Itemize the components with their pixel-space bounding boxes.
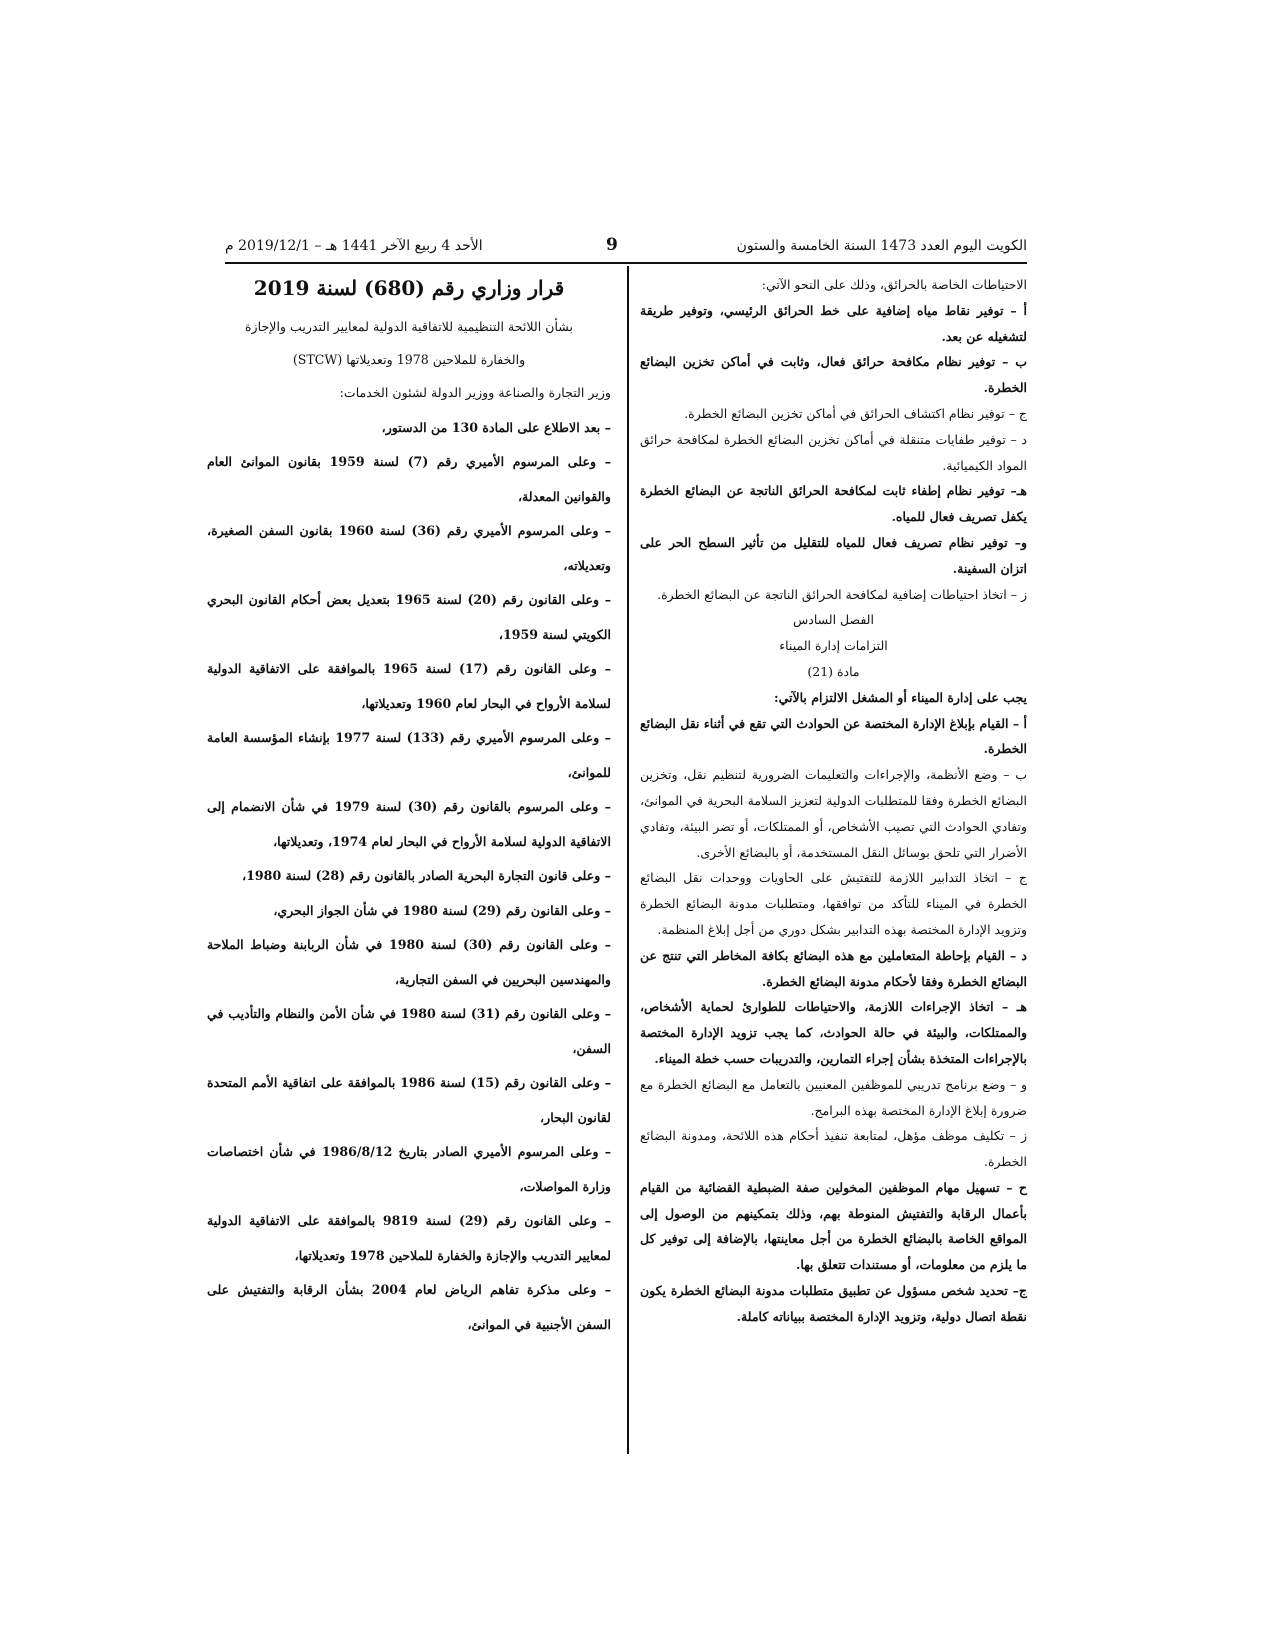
decree-subtitle: بشأن اللائحة التنظيمية للاتفاقية الدولية لمعايير التدريب والإجازة [244, 319, 574, 334]
recital: – وعلى القانون رقم (31) لسنة 1980 في شأن الأمن والنظام والتأديب في السفن، [207, 1006, 611, 1056]
paragraph: و– توفير نظام تصريف فعال للمياه للتقليل من تأثير السطح الحر على اتزان السفينة. [640, 534, 1027, 576]
right-column [640, 272, 1027, 1330]
paragraph: الاحتياطات الخاصة بالحرائق، وذلك على النحو الآتي: [761, 277, 1027, 292]
paragraph: يجب على إدارة الميناء أو المشغل الالتزام بالآتي: [773, 689, 1027, 705]
header-date: الأحد 4 ربيع الآخر 1441 هـ – 2019/12/1 م [225, 238, 483, 254]
recital: – وعلى المرسوم الأميري رقم (133) لسنة 1977 بإنشاء المؤسسة العامة للموانئ، [207, 730, 611, 780]
paragraph: ج – اتخاذ التدابير اللازمة للتفتيش على الحاويات ووحدات نقل البضائع الخطرة في الميناء للتأكد من توافقها، ومتطلبات مدونة البضائع الخطرة وتزويد الإدارة المختصة بهذه التدابير بشكل دوري من أجل إبلاغ المنظمة. [640, 870, 1027, 937]
paragraph: هـ – اتخاذ الإجراءات اللازمة، والاحتياطات للطوارئ لحماية الأشخاص، والممتلكات، والبيئة في حالة الحوادث، كما يجب تزويد الإدارة المختصة بالإجراءات المتخذة بشأن إجراء التمارين، والتدريبات حسب خطة الميناء. [640, 999, 1027, 1066]
recital: – وعلى القانون رقم (29) لسنة 1980 في شأن الجواز البحري، [273, 902, 611, 918]
paragraph: ج – توفير نظام اكتشاف الحرائق في أماكن تخزين البضائع الخطرة. [684, 405, 1027, 421]
recital: – وعلى مذكرة تفاهم الرياض لعام 2004 بشأن الرقابة والتفتيش على السفن الأجنبية في الموانئ، [207, 1282, 611, 1332]
recital: – وعلى القانون رقم (20) لسنة 1965 بتعديل بعض أحكام القانون البحري الكويتي لسنة 1959، [207, 592, 612, 642]
recital: – بعد الاطلاع على المادة 130 من الدستور، [381, 419, 611, 435]
paragraph: د – توفير طفايات متنقلة في أماكن تخزين البضائع الخطرة لمكافحة حرائق المواد الكيميائية. [640, 431, 1027, 473]
recital: – وعلى المرسوم بالقانون رقم (30) لسنة 1979 في شأن الانضمام إلى الاتفاقية الدولية لسلامة الأرواح في البحار لعام 1974، وتعديلاتها، [207, 799, 611, 849]
recital: – وعلى القانون رقم (15) لسنة 1986 بالموافقة على اتفاقية الأمم المتحدة لقانون البحار، [207, 1075, 611, 1125]
paragraph: ز – تكليف موظف مؤهل، لمتابعة تنفيذ أحكام هذه اللائحة، ومدونة البضائع الخطرة. [640, 1128, 1027, 1170]
paragraph: ب – توفير نظام مكافحة حرائق فعال، وثابت في أماكن تخزين البضائع الخطرة. [640, 354, 1027, 396]
recital: – وعلى قانون التجارة البحرية الصادر بالقانون رقم (28) لسنة 1980، [242, 868, 611, 883]
header-gazette-issue: الكويت اليوم العدد 1473 السنة الخامسة والستون [736, 238, 1027, 254]
chapter-title: التزامات إدارة الميناء [779, 638, 888, 654]
recital: – وعلى المرسوم الأميري رقم (7) لسنة 1959 بقانون الموانئ العام والقوانين المعدلة، [207, 454, 612, 504]
decree-subtitle: والخفارة للملاحين 1978 وتعديلاتها (STCW) [292, 352, 526, 367]
paragraph: أ – توفير نقاط مياه إضافية على خط الحرائق الرئيسي، وتوفير طريقة لتشغيله عن بعد. [640, 302, 1027, 344]
recital: – وعلى القانون رقم (29) لسنة 9819 بالموافقة على الاتفاقية الدولية لمعايير التدريب والإجازة والخفارة للملاحين 1978 وتعديلاتها، [207, 1213, 611, 1263]
decree-title: قرار وزاري رقم (680) لسنة 2019 [253, 276, 565, 300]
chapter-heading: الفصل السادس [793, 612, 874, 628]
recital: – وعلى المرسوم الأميري الصادر بتاريخ 1986/8/12 في شأن اختصاصات وزارة المواصلات، [207, 1144, 611, 1194]
recital: – وعلى القانون رقم (17) لسنة 1965 بالموافقة على الاتفاقية الدولية لسلامة الأرواح في البحار لعام 1960 وتعديلاتها، [207, 661, 611, 711]
recital: – وعلى القانون رقم (30) لسنة 1980 في شأن الربابنة وضباط الملاحة والمهندسين البحريين في السفن التجارية، [207, 937, 611, 987]
paragraph: ز – اتخاذ احتياطات إضافية لمكافحة الحرائق الناتجة عن البضائع الخطرة. [657, 586, 1027, 602]
page-number: 9 [606, 235, 618, 255]
article-heading: مادة (21) [807, 663, 860, 679]
column-divider [627, 266, 629, 1454]
recital: – وعلى المرسوم الأميري رقم (36) لسنة 1960 بقانون السفن الصغيرة، وتعديلاته، [207, 523, 611, 573]
page-header [225, 235, 1027, 264]
left-column [207, 270, 611, 1342]
paragraph: هـ– توفير نظام إطفاء ثابت لمكافحة الحرائق الناتجة عن البضائع الخطرة يكفل تصريف فعال للمياه. [640, 483, 1027, 525]
paragraph: ح – تسهيل مهام الموظفين المخولين صفة الضبطية القضائية من القيام بأعمال الرقابة والتفتيش المنوطة بهم، وذلك بتمكينهم من الوصول إلى المواقع الخاصة بالبضائع الخطرة من أجل معاينتها، بالإضافة إلى توفير كل ما يلزم من معلومات، أو مستندات تتعلق بها. [640, 1179, 1027, 1273]
paragraph: د – القيام بإحاطة المتعاملين مع هذه البضائع بكافة المخاطر التي تنتج عن البضائع الخطرة وفقا لأحكام مدونة البضائع الخطرة. [640, 947, 1027, 989]
paragraph: و – وضع برنامج تدريبي للموظفين المعنيين بالتعامل مع البضائع الخطرة مع ضرورة إبلاغ الإدارة المختصة بهذه البرامج. [640, 1076, 1027, 1118]
paragraph: ج– تحديد شخص مسؤول عن تطبيق متطلبات مدونة البضائع الخطرة يكون نقطة اتصال دولية، وتزويد الإدارة المختصة ببياناته كاملة. [640, 1283, 1027, 1324]
paragraph: ب – وضع الأنظمة، والإجراءات والتعليمات الضرورية لتنظيم نقل، وتخزين البضائع الخطرة وفقا للمتطلبات الدولية لتعزيز السلامة البحرية في الموانئ، وتفادي الحوادث التي تصيب الأشخاص، أو الممتلكات، أو تضر البيئة، وتفادي الأضرار التي تلحق بوسائل النقل المستخدمة، أو بالبضائع الأخرى. [640, 767, 1027, 860]
paragraph: أ – القيام بإبلاغ الإدارة المختصة عن الحوادث التي تقع في أثناء نقل البضائع الخطرة. [640, 715, 1027, 757]
decree-intro: وزير التجارة والصناعة ووزير الدولة لشئون الخدمات: [339, 385, 611, 400]
